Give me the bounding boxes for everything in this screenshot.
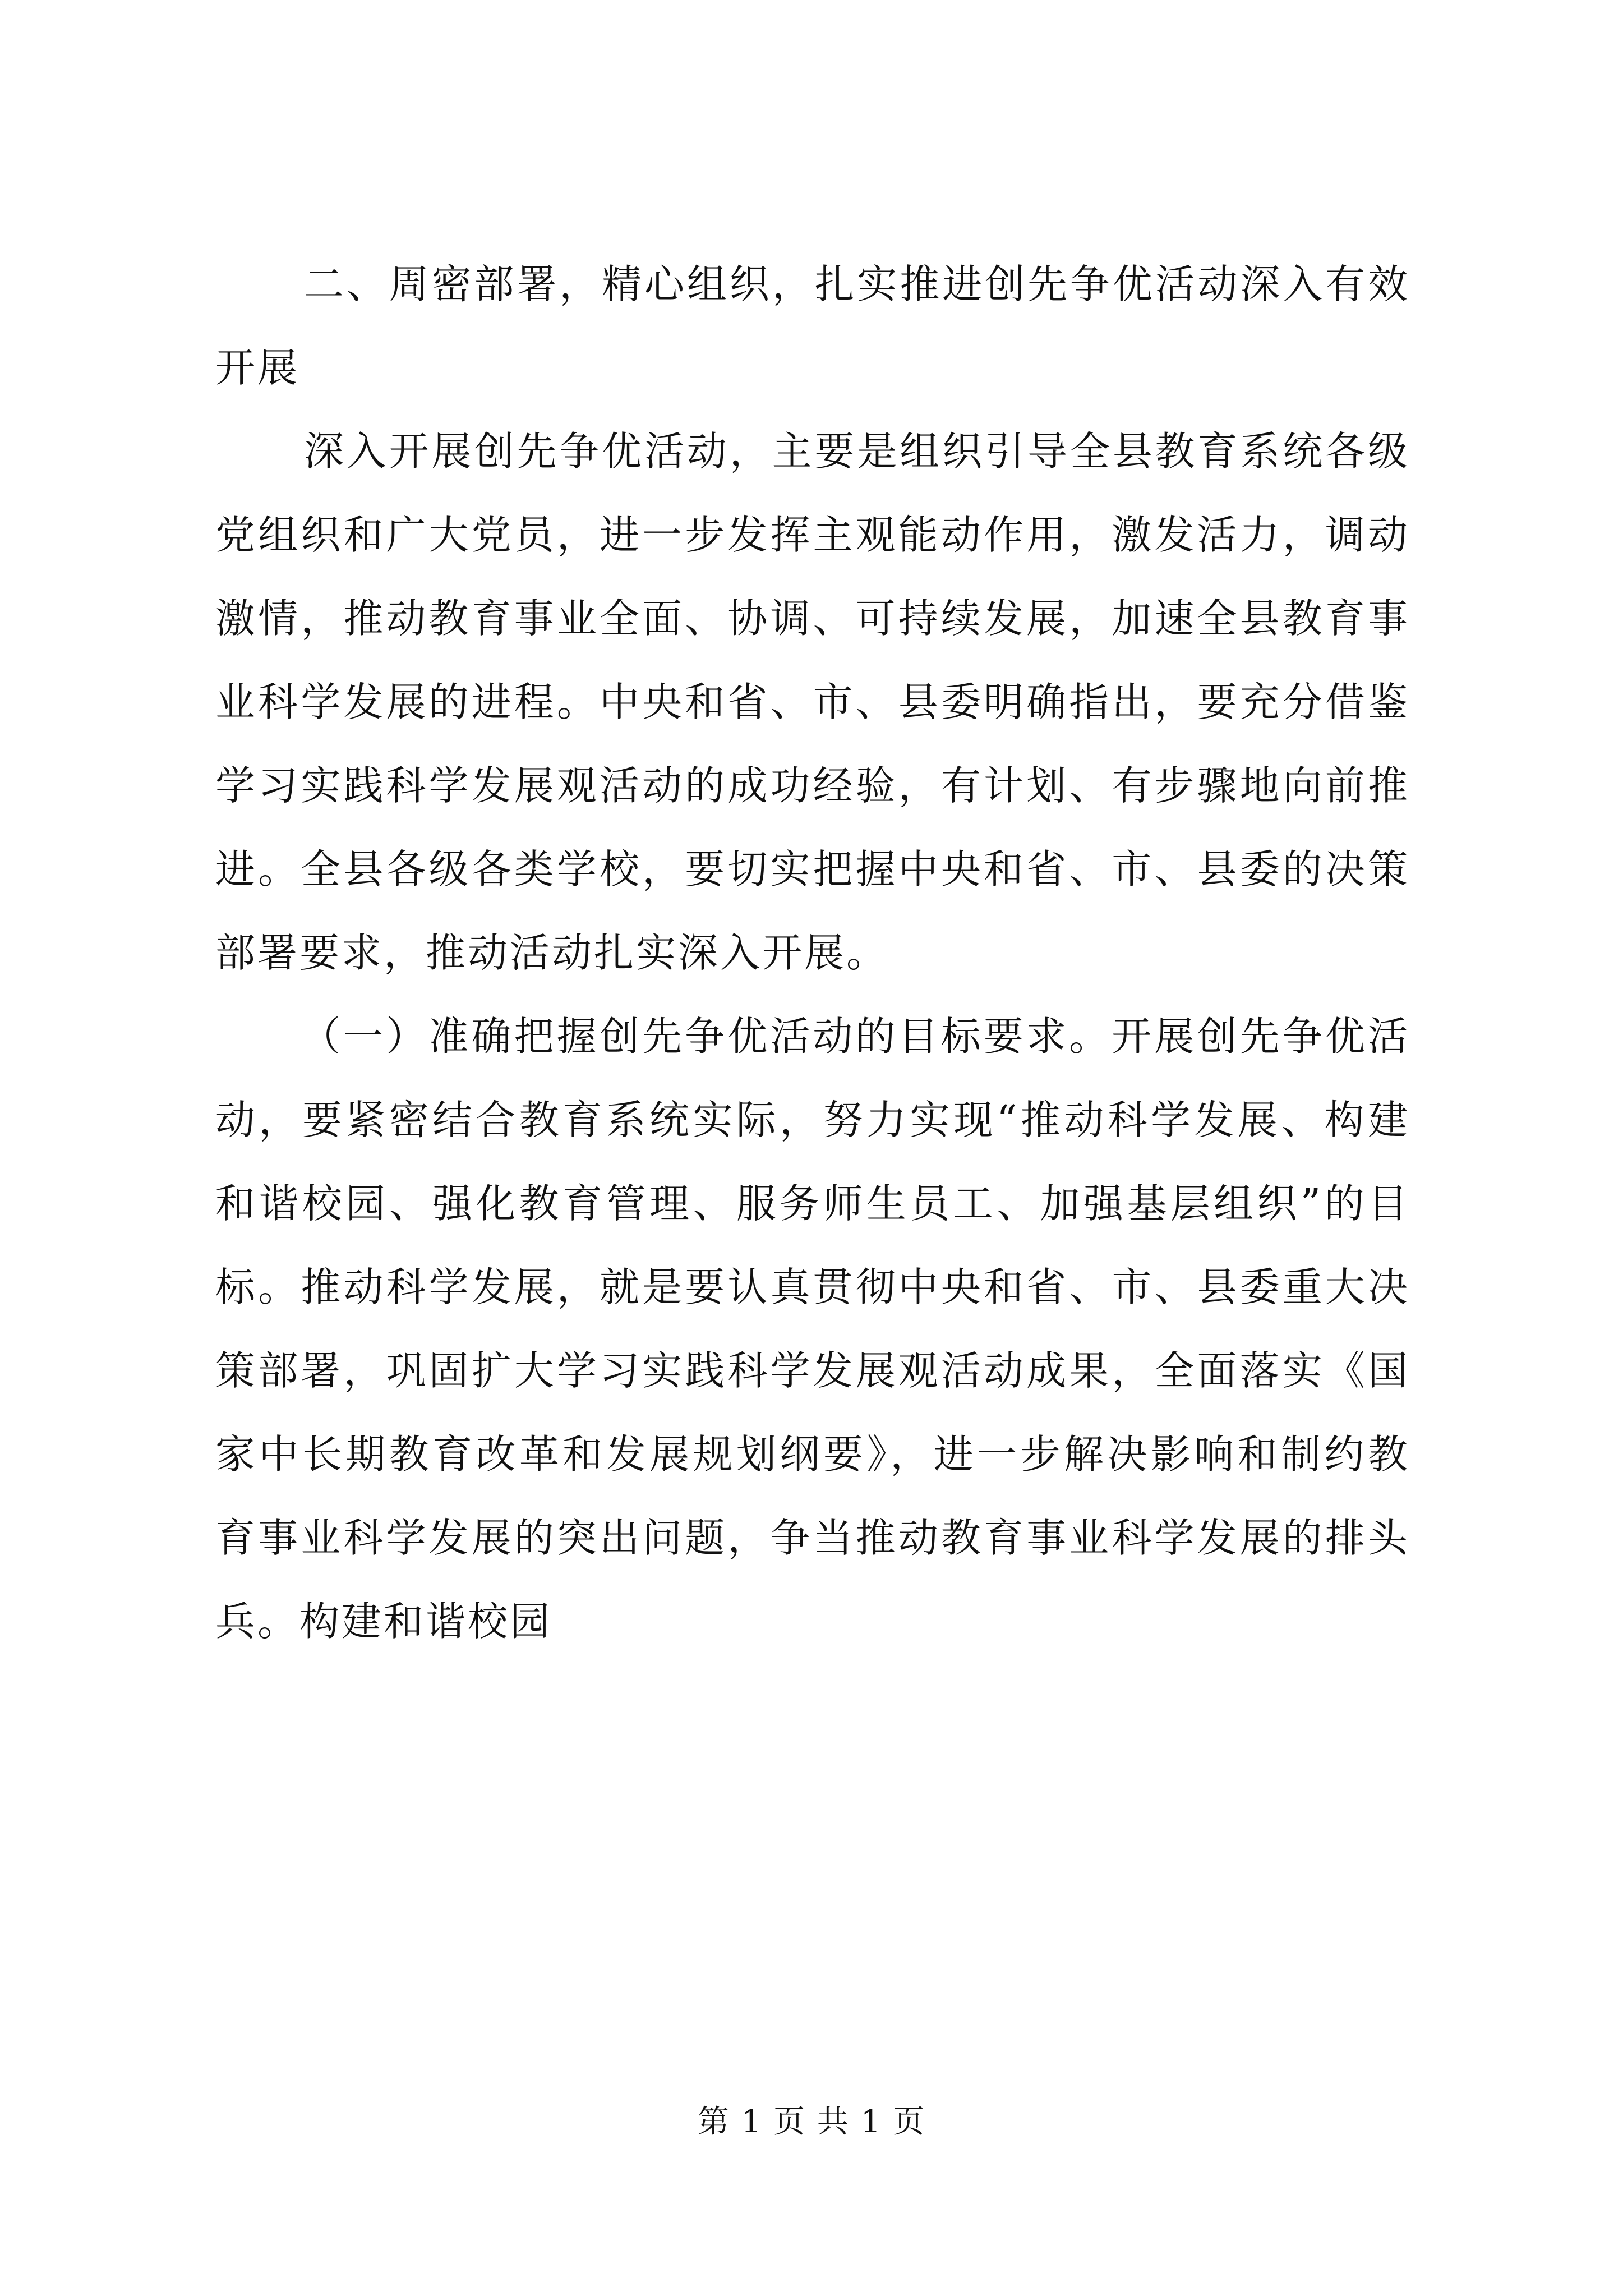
section-heading: 二、周密部署，精心组织，扎实推进创先争优活动深入有效开展 — [215, 261, 1410, 391]
body-paragraph: 深入开展创先争优活动，主要是组织引导全县教育系统各级党组织和广大党员，进一步发挥主观能动作用，激发活力，调动激情，推动教育事业全面、协调、可持续发展，加速全县教育事业科学发展的进程。中央和省、市、县委明确指出，要充分借鉴学习实践科学发展观活动的成功经验，有计划、有步骤地向前推进。全县各级各类学校，要切实把握中央和省、市、县委的决策部署要求，推动活动扎实深入开展。 — [215, 428, 1410, 976]
page-number-footer: 第 1 页 共 1 页 — [697, 2104, 926, 2140]
document-body — [215, 242, 1410, 1663]
body-paragraph: （一）准确把握创先争优活动的目标要求。开展创先争优活动，要紧密结合教育系统实际，努力实现“推动科学发展、构建和谐校园、强化教育管理、服务师生员工、加强基层组织”的目标。推动科学发展，就是要认真贯彻中央和省、市、县委重大决策部署，巩固扩大学习实践科学发展观活动成果，全面落实《国家中长期教育改革和发展规划纲要》，进一步解决影响和制约教育事业科学发展的突出问题，争当推动教育事业科学发展的排头兵。构建和谐校园 — [215, 1013, 1410, 1645]
